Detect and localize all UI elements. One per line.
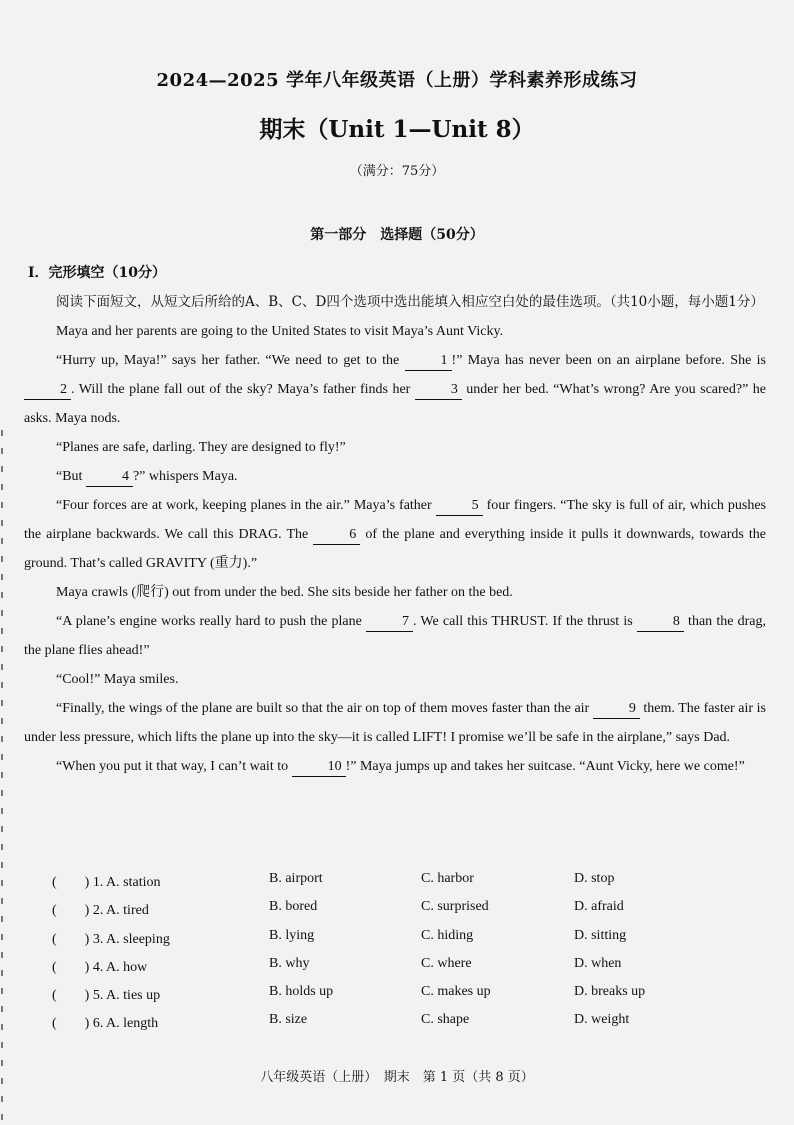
option-row-4 <box>52 956 692 984</box>
blank-4: 4 <box>86 468 133 487</box>
option-row-2 <box>52 899 692 927</box>
option-a: ( ) 2. A. tired <box>52 903 149 919</box>
option-d: D. stop <box>574 871 615 886</box>
blank-1: 1 <box>405 352 452 371</box>
option-d: D. sitting <box>574 927 627 943</box>
blank-5: 5 <box>436 497 483 516</box>
exam-title: 2024—2025 学年八年级英语（上册）学科素养形成练习 <box>156 70 638 91</box>
option-b: B. why <box>269 955 310 971</box>
full-score: （满分：75分） <box>349 164 445 179</box>
option-a: ( ) 5. A. ties up <box>52 988 161 1004</box>
option-row-3 <box>52 928 692 956</box>
option-b: B. size <box>269 1012 308 1028</box>
option-b: B. bored <box>269 899 318 915</box>
paragraph-6: Maya crawls (爬行) out from under the bed. She sits beside her father on the bed. <box>56 585 513 600</box>
option-row-1 <box>52 871 692 899</box>
answer-options <box>52 871 692 1041</box>
paragraph-3: “Planes are safe, darling. They are designed to fly!” <box>56 440 346 455</box>
option-a: ( ) 4. A. how <box>52 959 148 975</box>
option-c: C. makes up <box>421 984 491 1000</box>
option-row-6 <box>52 1012 692 1040</box>
option-c: C. hiding <box>421 927 474 943</box>
option-d: D. afraid <box>574 899 624 915</box>
paragraph-2: “Hurry up, Maya!” says her father. “We need to get to the 1 !” Maya has never been on an airplane before. She is 2 . Will the plane fall out of the sky? Maya’s father finds her 3 under her bed. “What’s wrong? Are you scared?” he asks. Maya nods. <box>24 353 766 426</box>
section-title: Ⅰ．完形填空（10分） <box>28 265 167 281</box>
blank-8: 8 <box>637 613 684 632</box>
paragraph-10: “When you put it that way, I can’t wait to 10 !” Maya jumps up and takes her suitcase. “Aunt Vicky, here we come!” <box>24 752 766 781</box>
option-a: ( ) 3. A. sleeping <box>52 931 170 947</box>
paragraph-5: “Four forces are at work, keeping planes in the air.” Maya’s father 5 four fingers. “The sky is full of air, which pushes the airplane backwards. We call this DRAG. The 6 of the plane and everything inside it pulls it downwards, towards the ground. That’s called GRAVITY (重力).” <box>24 498 766 571</box>
paragraph-8: “Cool!” Maya smiles. <box>56 672 179 687</box>
option-row-5 <box>52 984 692 1012</box>
exam-subtitle: 期末（Unit 1—Unit 8） <box>259 116 535 143</box>
blank-2: 2 <box>24 381 71 400</box>
option-c: C. where <box>421 955 472 971</box>
cloze-passage <box>24 288 766 781</box>
option-b: B. holds up <box>269 984 334 1000</box>
paragraph-9: “Finally, the wings of the plane are built so that the air on top of them moves faster than the air 9 them. The faster air is under less pressure, which lifts the plane up into the sky—it is called LIFT! I promise we’ll be safe in the airplane,” says Dad. <box>24 701 766 745</box>
option-c: C. shape <box>421 1012 470 1028</box>
paragraph-4: “But 4 ?” whispers Maya. <box>24 462 766 491</box>
blank-9: 9 <box>593 700 640 719</box>
paragraph-7: “A plane’s engine works really hard to push the plane 7 . We call this THRUST. If the thrust is 8 than the drag, the plane flies ahead!” <box>24 614 766 658</box>
option-a: ( ) 6. A. length <box>52 1016 159 1032</box>
option-d: D. weight <box>574 1012 630 1028</box>
option-d: D. breaks up <box>574 984 646 1000</box>
option-c: C. harbor <box>421 871 474 886</box>
option-d: D. when <box>574 955 622 971</box>
section-instructions: 阅读下面短文，从短文后所给的A、B、C、D四个选项中选出能填入相应空白处的最佳选项。（共10小题，每小题1分） <box>56 294 764 310</box>
option-c: C. surprised <box>421 899 489 915</box>
blank-3: 3 <box>415 381 462 400</box>
option-b: B. lying <box>269 927 315 943</box>
option-b: B. airport <box>269 871 323 886</box>
paragraph-1: Maya and her parents are going to the United States to visit Maya’s Aunt Vicky. <box>56 324 504 339</box>
page-footer: 八年级英语（上册） 期末 第 1 页（共 8 页） <box>260 1070 534 1085</box>
blank-7: 7 <box>366 613 413 632</box>
option-a: ( ) 1. A. station <box>52 875 161 890</box>
blank-10: 10 <box>292 758 346 777</box>
part-heading: 第一部分 选择题（50分） <box>310 227 484 243</box>
blank-6: 6 <box>313 526 360 545</box>
